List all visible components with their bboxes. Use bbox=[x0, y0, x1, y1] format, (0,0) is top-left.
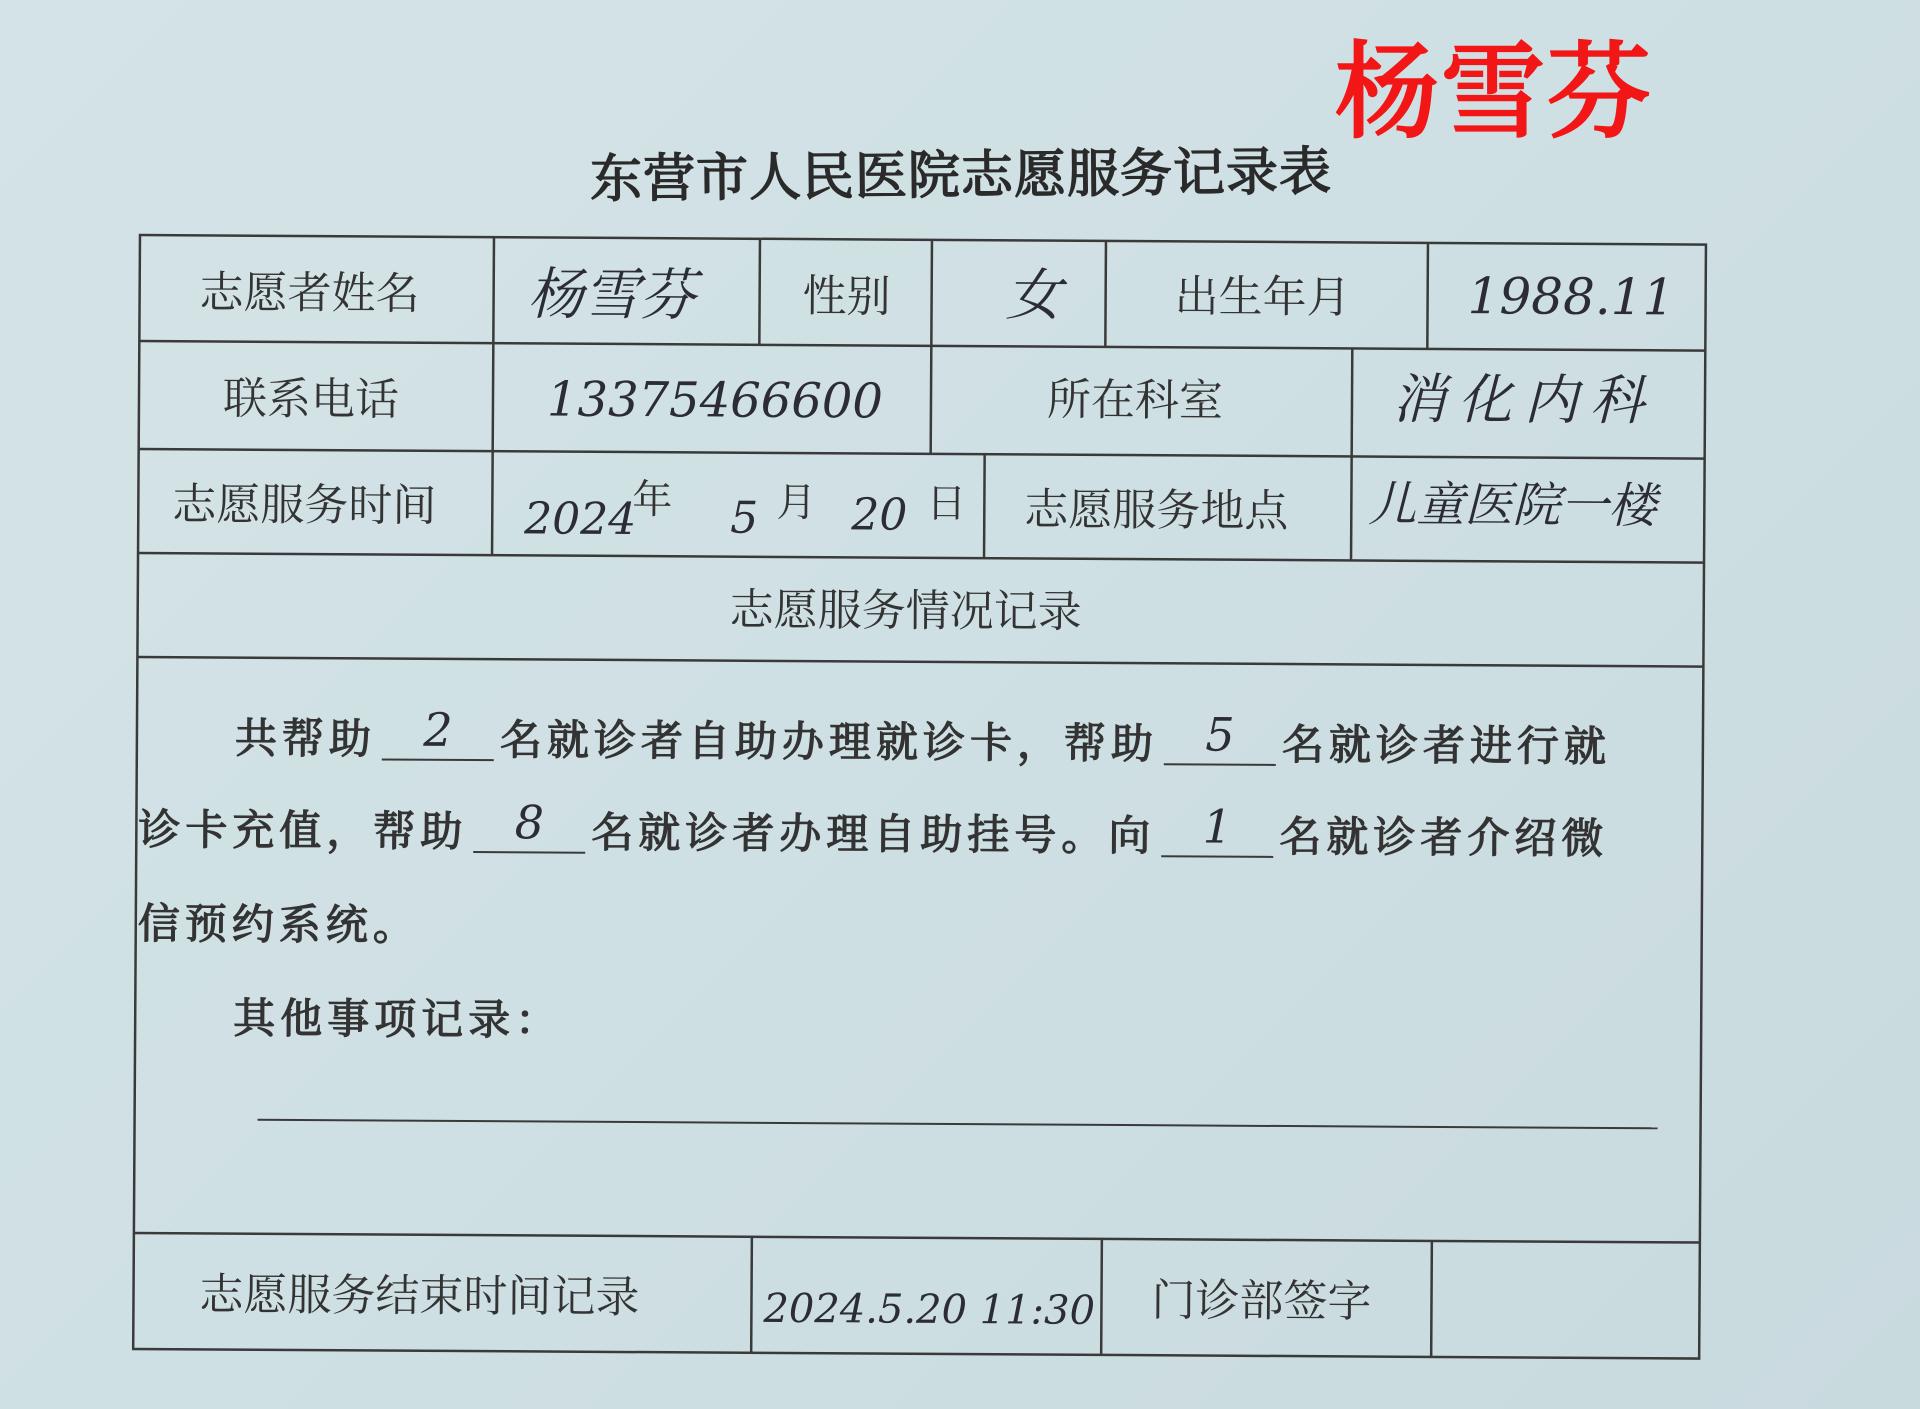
watermark-name: 杨雪芬 bbox=[1335, 31, 1654, 153]
record-line-3: 信预约系统。 bbox=[137, 899, 420, 950]
record-text: 名就诊者自助办理就诊卡，帮助 bbox=[499, 715, 1159, 769]
name-label: 志愿者姓名 bbox=[199, 267, 420, 320]
department-label: 所在科室 bbox=[1046, 374, 1224, 427]
gender-value: 女 bbox=[1005, 263, 1062, 329]
volunteer-record-form bbox=[131, 233, 1708, 1361]
month-unit: 月 bbox=[776, 479, 817, 527]
card-count-blank bbox=[382, 702, 494, 762]
recharge-count-value: 5 bbox=[1205, 707, 1235, 762]
record-text: 名就诊者办理自助挂号。向 bbox=[591, 807, 1156, 861]
form-title: 东营市人民医院志愿服务记录表 bbox=[589, 141, 1333, 210]
birth-label: 出生年月 bbox=[1174, 271, 1351, 324]
department-value: 消化内科 bbox=[1391, 367, 1657, 433]
record-text: 名就诊者进行就 bbox=[1281, 719, 1612, 772]
day-unit: 日 bbox=[926, 480, 967, 528]
wechat-intro-count-blank bbox=[1161, 799, 1273, 858]
service-time-label: 志愿服务时间 bbox=[172, 479, 437, 532]
year-unit: 年 bbox=[632, 477, 673, 524]
birth-value: 1988.11 bbox=[1467, 267, 1675, 327]
record-line-1 bbox=[234, 702, 1612, 772]
wechat-intro-count-value: 1 bbox=[1202, 799, 1233, 854]
recharge-count-blank bbox=[1164, 707, 1276, 766]
phone-label: 联系电话 bbox=[222, 373, 400, 426]
service-day: 20 bbox=[851, 489, 908, 541]
registration-count-blank bbox=[473, 795, 585, 854]
card-count-value: 2 bbox=[423, 702, 453, 757]
service-month: 5 bbox=[730, 492, 759, 544]
end-time-label: 志愿服务结束时间记录 bbox=[199, 1269, 640, 1324]
gender-label: 性别 bbox=[802, 271, 891, 323]
section-heading: 志愿服务情况记录 bbox=[729, 584, 1082, 638]
phone-value: 13375466600 bbox=[546, 371, 884, 430]
record-text: 名就诊者介绍微 bbox=[1279, 811, 1609, 863]
service-place-label: 志愿服务地点 bbox=[1024, 484, 1289, 538]
name-value: 杨雪芬 bbox=[527, 262, 696, 329]
signature-label: 门诊部签字 bbox=[1151, 1275, 1372, 1328]
service-year: 2024 bbox=[524, 493, 637, 546]
registration-count-value: 8 bbox=[514, 795, 545, 850]
end-time-value: 2024.5.20 11:30 bbox=[763, 1285, 1096, 1334]
service-place-value: 儿童医院一楼 bbox=[1368, 476, 1657, 535]
record-text: 共帮助 bbox=[234, 713, 377, 764]
other-items-label: 其他事项记录： bbox=[233, 993, 563, 1045]
record-line-2 bbox=[138, 795, 1609, 863]
record-text: 诊卡充值，帮助 bbox=[138, 805, 468, 857]
